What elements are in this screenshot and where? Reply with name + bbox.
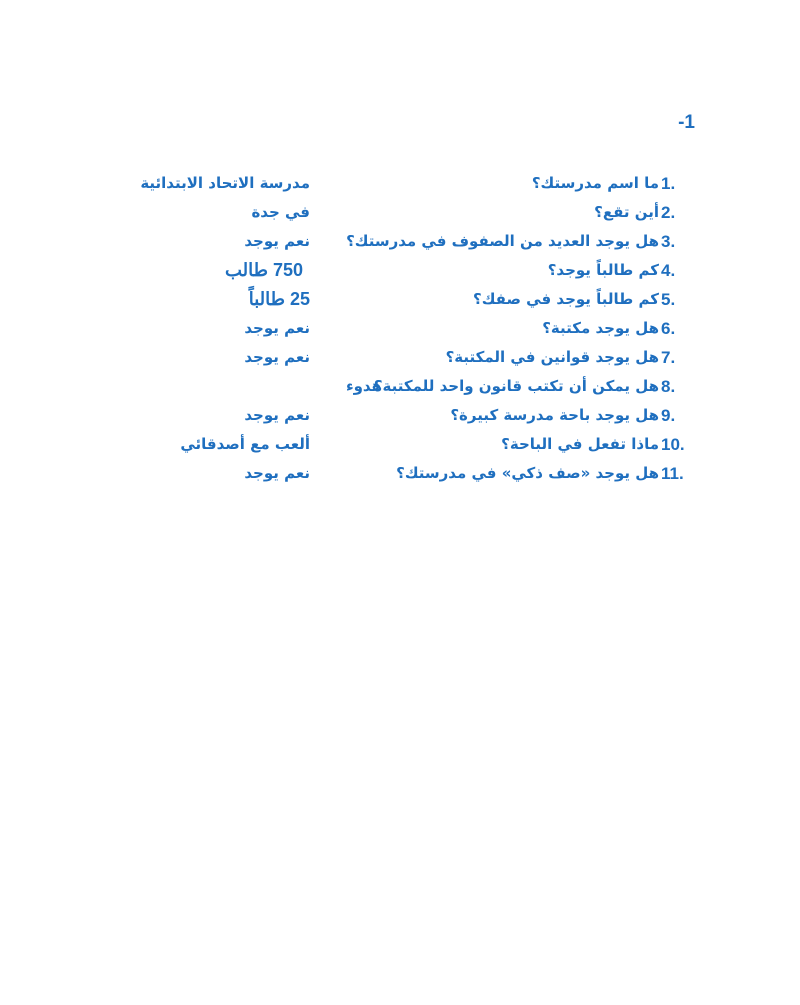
- item-number: 9.: [661, 406, 676, 425]
- item-number: 2.: [661, 203, 676, 222]
- answer-text: نعم يوجد: [244, 464, 310, 482]
- question-text: هل يمكن أن تكتب قانون واحد للمكتبة؟: [373, 377, 659, 395]
- question-text: كم طالباً يوجد؟: [547, 261, 659, 279]
- question-text: أين تقع؟: [594, 203, 659, 221]
- item-number: 1.: [661, 174, 676, 193]
- answer-text: مدرسة الاتحاد الابتدائية: [140, 174, 310, 192]
- question-text: ماذا تفعل في الباحة؟: [501, 435, 659, 453]
- item-number: 5.: [661, 290, 676, 309]
- item-number: 11.: [661, 464, 684, 483]
- item-number: 3.: [661, 232, 676, 251]
- answer-text: نعم يوجد: [244, 406, 310, 424]
- list-item: [97, 401, 697, 430]
- question-text: هل يوجد قوانين في المكتبة؟: [445, 348, 659, 366]
- list-item: [97, 256, 697, 285]
- section-heading: -1: [678, 112, 695, 133]
- item-number: 7.: [661, 348, 676, 367]
- question-text: كم طالباً يوجد في صفك؟: [473, 290, 659, 308]
- answer-text: نعم يوجد: [244, 348, 310, 366]
- list-item: [97, 459, 697, 488]
- question-text: هل يوجد «صف ذكي» في مدرستك؟: [396, 464, 659, 482]
- answer-text: هدوء: [345, 377, 382, 395]
- item-number: 6.: [661, 319, 676, 338]
- answer-text: 750 طالب: [224, 260, 303, 280]
- questions-list: [97, 169, 697, 488]
- question-text: هل يوجد العديد من الصفوف في مدرستك؟: [346, 232, 659, 250]
- item-number: 10.: [661, 435, 685, 454]
- list-item: [97, 227, 697, 256]
- answer-text: نعم يوجد: [244, 319, 310, 337]
- item-number: 8.: [661, 377, 676, 396]
- list-item: [97, 430, 697, 459]
- list-item: [97, 372, 697, 401]
- list-item: [97, 198, 697, 227]
- question-text: ما اسم مدرستك؟: [531, 174, 659, 192]
- list-item: [97, 169, 697, 198]
- question-text: هل يوجد مكتبة؟: [542, 319, 659, 337]
- question-text: هل يوجد باحة مدرسة كبيرة؟: [450, 406, 659, 424]
- answer-text: في جدة: [251, 203, 310, 221]
- item-number: 4.: [661, 261, 676, 280]
- answer-text: نعم يوجد: [244, 232, 310, 250]
- answer-text: 25 طالباً: [248, 289, 310, 309]
- answer-text: ألعب مع أصدقائي: [180, 435, 310, 453]
- list-item: [97, 314, 697, 343]
- list-item: [97, 343, 697, 372]
- list-item: [97, 285, 697, 314]
